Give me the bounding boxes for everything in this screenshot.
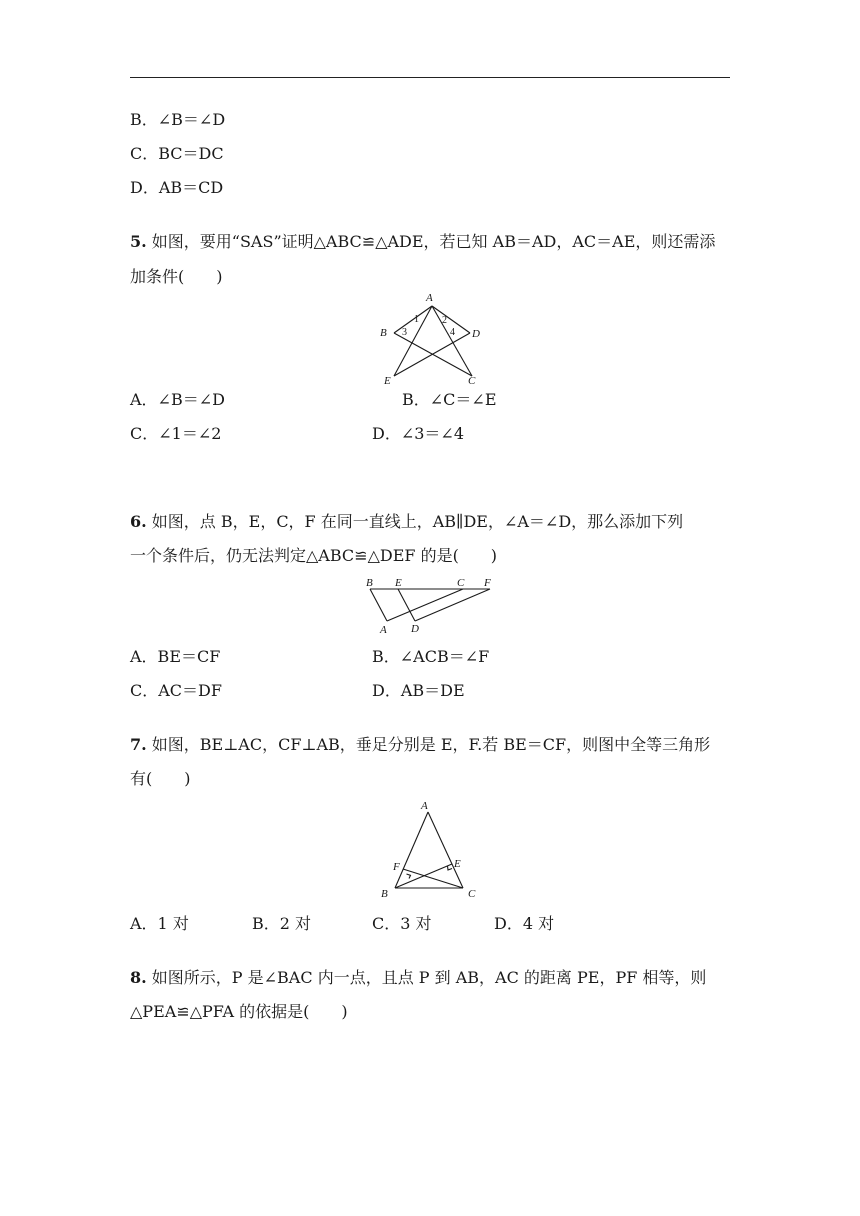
q5-angle-4: 4 [450, 327, 455, 338]
q6-text: 如图，点 B，E，C，F 在同一直线上，AB∥DE，∠A＝∠D，那么添加下列 [146, 512, 684, 531]
q6-label-c: C [457, 577, 465, 589]
q5-label-c: C [468, 375, 476, 387]
q6-option-a: A．BE＝CF [130, 647, 221, 666]
q5-text: 如图，要用“SAS”证明△ABC≌△ADE，若已知 AB＝AD，AC＝AE，则还需添 [146, 232, 716, 251]
q6-figure [360, 575, 500, 640]
q7-option-a: A．1 对 [130, 914, 189, 933]
q5-option-b: B．∠C＝∠E [402, 390, 497, 409]
q5-option-a: A．∠B＝∠D [130, 390, 225, 409]
q5-label-e: E [384, 375, 391, 387]
q7-label-e: E [454, 858, 461, 870]
q5-label-d: D [472, 328, 480, 340]
q7-stem-line2: 有( ) [130, 769, 191, 788]
q8-stem-line2: △PEA≌△PFA 的依据是( ) [130, 1002, 348, 1021]
q6-option-d: D．AB＝DE [372, 681, 465, 700]
q7-label-b: B [381, 888, 388, 900]
q5-label-b: B [380, 327, 387, 339]
q7-option-c: C．3 对 [372, 914, 432, 933]
q5-option-c: C．∠1＝∠2 [130, 424, 222, 443]
q7-option-d: D．4 对 [494, 914, 555, 933]
q6-option-c: C．AC＝DF [130, 681, 222, 700]
q4-option-b: B．∠B＝∠D [130, 110, 226, 129]
q6-number: 6. [130, 512, 147, 531]
q5-stem-line1 [130, 230, 715, 254]
q6-label-e: E [395, 577, 402, 589]
q5-label-a: A [426, 292, 433, 304]
q7-label-c: C [468, 888, 476, 900]
q5-angle-1: 1 [414, 314, 419, 325]
q6-stem-line2: 一个条件后，仍无法判定△ABC≌△DEF 的是( ) [130, 546, 498, 565]
q6-label-f: F [484, 577, 491, 589]
q5-figure [370, 288, 490, 388]
q4-option-d: D．AB＝CD [130, 178, 224, 197]
q6-option-b: B．∠ACB＝∠F [372, 647, 490, 666]
q7-figure [375, 798, 485, 908]
q6-stem-line1 [130, 510, 683, 534]
q8-number: 8. [130, 968, 147, 987]
q7-label-f: F [393, 861, 400, 873]
q5-number: 5. [130, 232, 147, 251]
q7-number: 7. [130, 735, 147, 754]
q6-label-b: B [366, 577, 373, 589]
q5-angle-2: 2 [442, 315, 447, 326]
q7-text: 如图，BE⊥AC，CF⊥AB，垂足分别是 E，F.若 BE＝CF，则图中全等三角形 [146, 735, 711, 754]
q8-text: 如图所示，P 是∠BAC 内一点，且点 P 到 AB，AC 的距离 PE，PF 相等，则 [146, 968, 707, 987]
header-rule [130, 77, 730, 78]
q7-stem-line1 [130, 733, 710, 757]
q5-option-d: D．∠3＝∠4 [372, 424, 465, 443]
q5-angle-3: 3 [402, 327, 407, 338]
q6-label-d: D [411, 623, 419, 635]
q6-label-a: A [380, 624, 387, 636]
q8-stem-line1 [130, 966, 706, 990]
q7-option-b: B．2 对 [252, 914, 312, 933]
q4-option-c: C．BC＝DC [130, 144, 224, 163]
q5-stem-line2: 加条件( ) [130, 267, 223, 286]
q7-label-a: A [421, 800, 428, 812]
